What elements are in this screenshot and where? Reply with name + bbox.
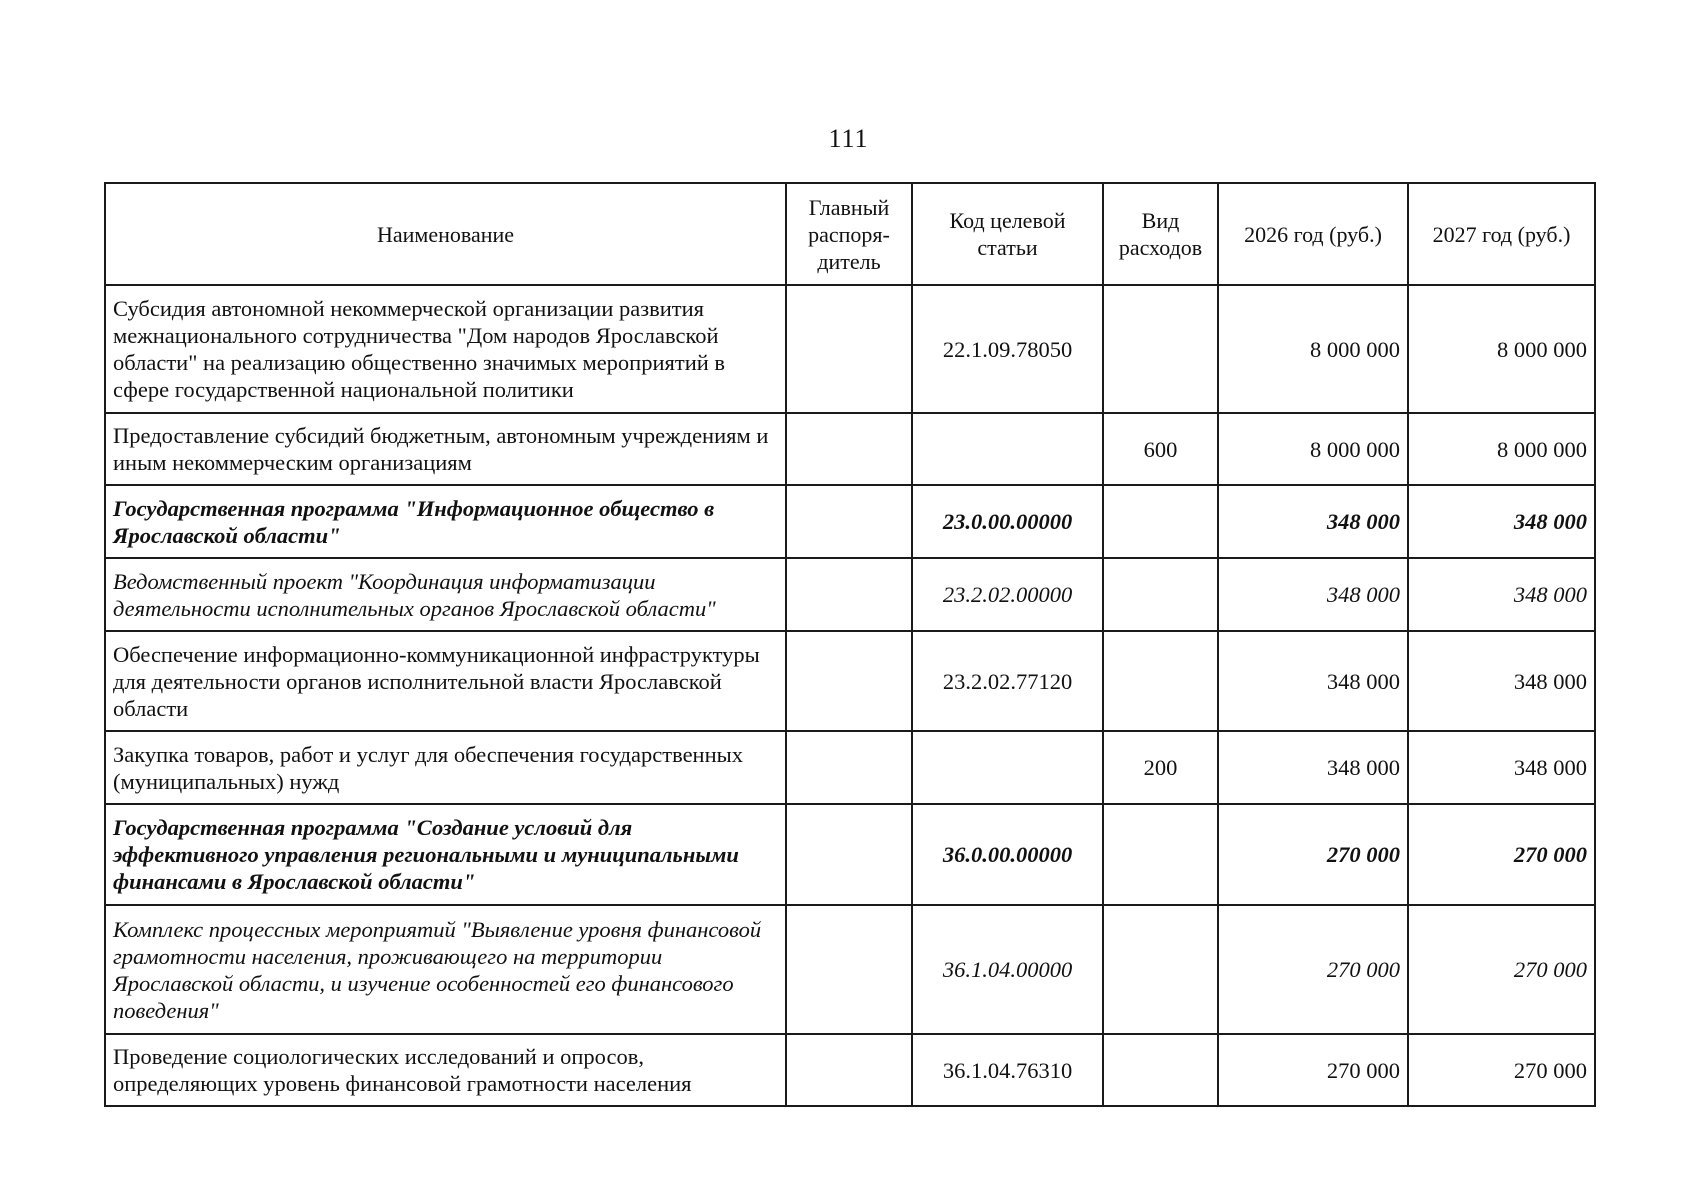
row-manager — [786, 905, 912, 1034]
row-code: 23.2.02.77120 — [912, 631, 1103, 731]
header-name: Наименование — [105, 183, 786, 285]
page-number: 111 — [828, 124, 869, 153]
row-2026: 270 000 — [1218, 804, 1408, 905]
row-type — [1103, 804, 1218, 905]
table-row — [105, 485, 1595, 558]
table-row — [105, 558, 1595, 631]
header-2027: 2027 год (руб.) — [1408, 183, 1595, 285]
table-row — [105, 413, 1595, 485]
row-manager — [786, 413, 912, 485]
row-type — [1103, 558, 1218, 631]
row-2026: 270 000 — [1218, 905, 1408, 1034]
header-2026: 2026 год (руб.) — [1218, 183, 1408, 285]
row-2026: 8 000 000 — [1218, 285, 1408, 413]
row-2027: 348 000 — [1408, 558, 1595, 631]
budget-table — [104, 182, 1596, 1107]
row-2026: 8 000 000 — [1218, 413, 1408, 485]
row-2027: 8 000 000 — [1408, 413, 1595, 485]
row-type: 200 — [1103, 731, 1218, 804]
row-name: Проведение социологических исследований и опросов, определяющих уровень финансовой грамотности населения — [105, 1034, 786, 1106]
row-manager — [786, 731, 912, 804]
row-type — [1103, 1034, 1218, 1106]
row-2026: 348 000 — [1218, 731, 1408, 804]
row-name: Предоставление субсидий бюджетным, автономным учреждениям и иным некоммерческим организациям — [105, 413, 786, 485]
row-type — [1103, 905, 1218, 1034]
row-2026: 348 000 — [1218, 631, 1408, 731]
row-2026: 270 000 — [1218, 1034, 1408, 1106]
row-name: Государственная программа "Информационное общество в Ярославской области" — [105, 485, 786, 558]
row-manager — [786, 485, 912, 558]
row-code: 36.0.00.00000 — [912, 804, 1103, 905]
row-code — [912, 731, 1103, 804]
row-type — [1103, 485, 1218, 558]
row-code: 36.1.04.00000 — [912, 905, 1103, 1034]
row-name: Ведомственный проект "Координация информатизации деятельности исполнительных органов Ярославской области" — [105, 558, 786, 631]
row-manager — [786, 804, 912, 905]
row-code: 23.0.00.00000 — [912, 485, 1103, 558]
row-name: Субсидия автономной некоммерческой организации развития межнационального сотрудничества "Дом народов Ярославской области" на реализацию общественно значимых мероприятий в сфере государственной национальной политики — [105, 285, 786, 413]
row-code — [912, 413, 1103, 485]
row-manager — [786, 631, 912, 731]
row-manager — [786, 285, 912, 413]
table-row — [105, 1034, 1595, 1106]
header-type: Вид расходов — [1103, 183, 1218, 285]
row-name: Закупка товаров, работ и услуг для обеспечения государственных (муниципальных) нужд — [105, 731, 786, 804]
row-type — [1103, 631, 1218, 731]
row-2027: 348 000 — [1408, 485, 1595, 558]
header-manager: Главный распоря-дитель — [786, 183, 912, 285]
row-name: Государственная программа "Создание условий для эффективного управления региональными и муниципальными финансами в Ярославской области" — [105, 804, 786, 905]
row-2027: 348 000 — [1408, 731, 1595, 804]
row-2027: 8 000 000 — [1408, 285, 1595, 413]
header-code: Код целевой статьи — [912, 183, 1103, 285]
table-row — [105, 905, 1595, 1034]
row-type: 600 — [1103, 413, 1218, 485]
table-row — [105, 285, 1595, 413]
row-2027: 270 000 — [1408, 905, 1595, 1034]
row-code: 36.1.04.76310 — [912, 1034, 1103, 1106]
row-code: 23.2.02.00000 — [912, 558, 1103, 631]
row-code: 22.1.09.78050 — [912, 285, 1103, 413]
row-manager — [786, 558, 912, 631]
row-2027: 348 000 — [1408, 631, 1595, 731]
row-2027: 270 000 — [1408, 1034, 1595, 1106]
header-row — [105, 183, 1595, 285]
table-row — [105, 731, 1595, 804]
row-2026: 348 000 — [1218, 558, 1408, 631]
table-row — [105, 804, 1595, 905]
row-2027: 270 000 — [1408, 804, 1595, 905]
row-2026: 348 000 — [1218, 485, 1408, 558]
row-manager — [786, 1034, 912, 1106]
table-row — [105, 631, 1595, 731]
row-type — [1103, 285, 1218, 413]
row-name: Комплекс процессных мероприятий "Выявление уровня финансовой грамотности населения, проживающего на территории Ярославской области, и изучение особенностей его финансового поведения" — [105, 905, 786, 1034]
row-name: Обеспечение информационно-коммуникационной инфраструктуры для деятельности органов исполнительной власти Ярославской области — [105, 631, 786, 731]
